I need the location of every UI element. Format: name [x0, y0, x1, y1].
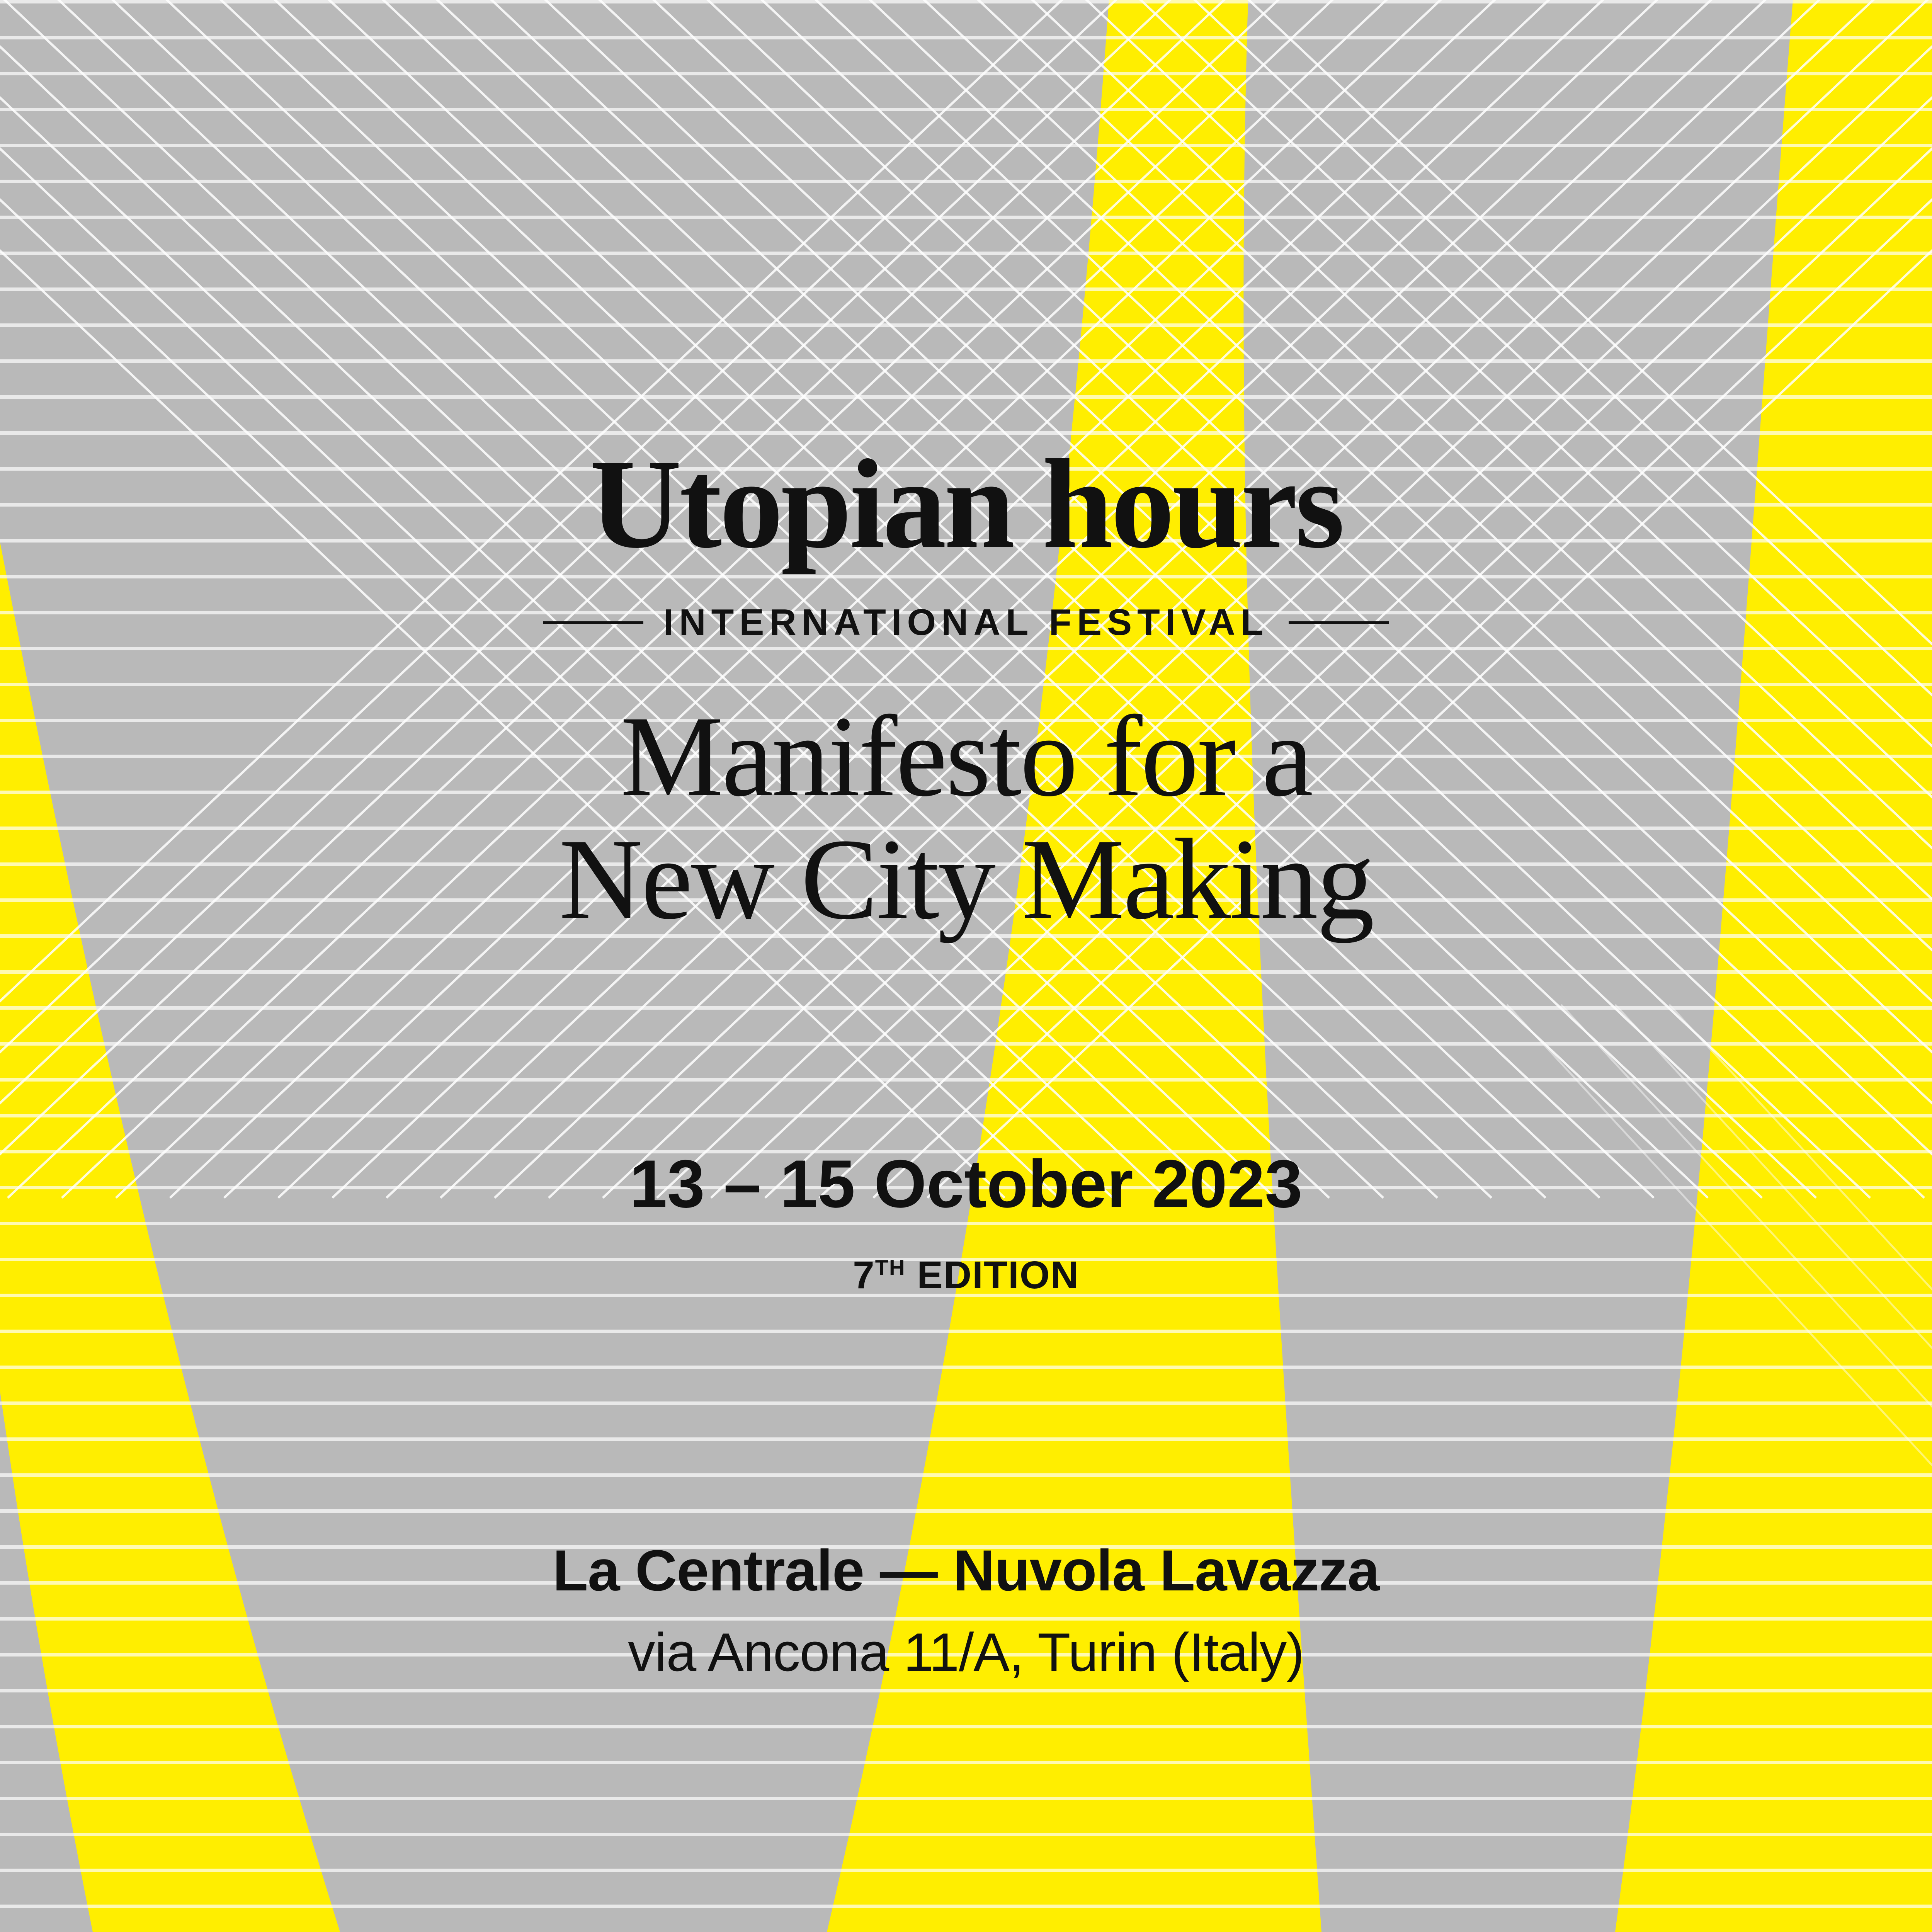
- rule-right: [1289, 621, 1389, 624]
- kicker-label: INTERNATIONAL FESTIVAL: [663, 602, 1269, 643]
- rule-left: [543, 621, 643, 624]
- edition-number: 7: [853, 1253, 875, 1297]
- edition-label: [629, 1253, 1302, 1298]
- edition-word: EDITION: [917, 1253, 1079, 1297]
- event-dates: 13 – 15 October 2023: [629, 1146, 1303, 1222]
- venue-block: [553, 1537, 1379, 1684]
- date-block: [629, 1145, 1302, 1298]
- edition-ordinal: TH: [875, 1255, 906, 1280]
- title-block: [0, 434, 1932, 943]
- headline: [0, 692, 1932, 943]
- headline-line-2: New City Making: [559, 815, 1373, 943]
- kicker-row: [0, 601, 1932, 644]
- venue-address: via Ancona 11/A, Turin (Italy): [628, 1622, 1304, 1682]
- page-title: Utopian hours: [589, 434, 1343, 575]
- headline-line-1: Manifesto for a: [620, 692, 1312, 820]
- venue-name: La Centrale — Nuvola Lavazza: [553, 1538, 1379, 1603]
